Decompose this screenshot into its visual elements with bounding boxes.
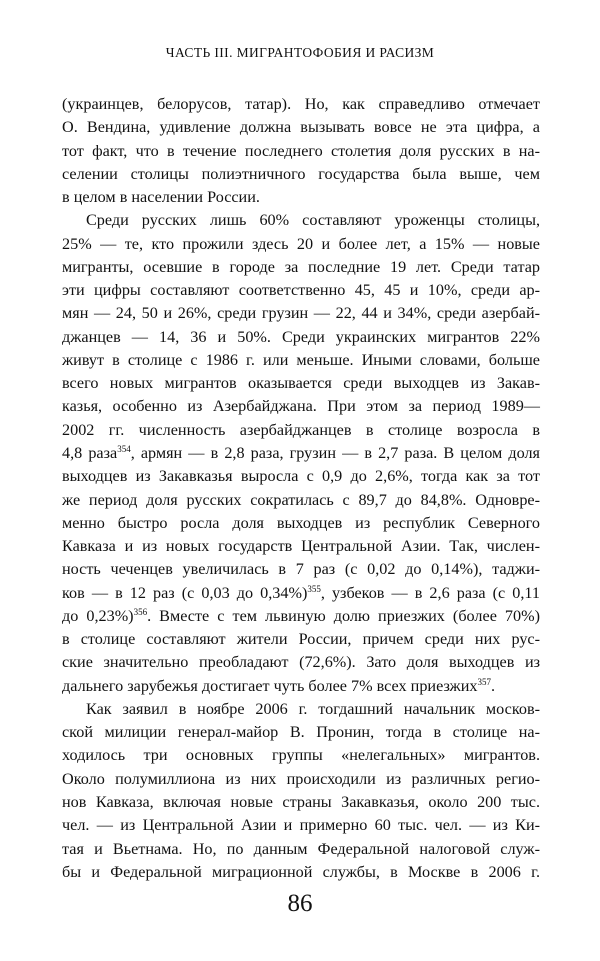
line-text: ков — в 12 раз (с 0,03 до 0,34%) <box>62 583 308 602</box>
text-line <box>62 419 540 442</box>
text-line <box>62 279 540 302</box>
text-line <box>62 861 540 884</box>
text-line <box>62 465 540 488</box>
line-text: ходилось три основных группы «нелегальных» мигрантов. <box>62 746 540 765</box>
footnote-ref[interactable]: 357 <box>477 676 491 687</box>
text-line <box>62 721 540 744</box>
text-line <box>62 326 540 349</box>
text-line <box>62 442 540 465</box>
footnote-ref[interactable]: 356 <box>133 606 148 617</box>
text-line <box>62 791 540 814</box>
line-text: тая и Вьетнама. Но, по данным Федеральной налоговой служ- <box>62 839 540 858</box>
text-line <box>62 372 540 395</box>
line-text: селении столицы полиэтничного государства была выше, чем <box>62 164 540 183</box>
text-line <box>62 489 540 512</box>
line-text: в столице составляют жители России, причем среди них рус- <box>62 630 540 649</box>
line-text: Как заявил в ноябре 2006 г. тогдашний начальник москов- <box>86 699 540 718</box>
line-text: бы и Федеральной миграционной службы, в Москве в 2006 г. <box>62 862 540 881</box>
line-text: 2002 гг. численность азербайджанцев в столице возросла в <box>62 420 540 439</box>
text-line <box>62 814 540 837</box>
footnote-ref[interactable]: 355 <box>307 583 321 594</box>
line-text: Около полумиллиона из них происходили из различных регио- <box>62 769 540 788</box>
text-line <box>62 512 540 535</box>
body-text <box>62 93 540 884</box>
line-text: всего новых мигрантов оказывается среди выходцев из Закав- <box>62 374 540 393</box>
line-text-tail: . Вместе с тем львиную долю приезжих (более 70%) <box>147 606 540 625</box>
line-text: дальнего зарубежья достигает чуть более 7% всех приезжих <box>62 676 478 695</box>
text-line <box>62 93 540 116</box>
running-head-title: ЧАСТЬ III. МИГРАНТОФОБИЯ И РАСИЗМ <box>165 45 435 60</box>
line-text: ность чеченцев увеличилась в 7 раз (с 0,02 до 0,14%), таджи- <box>62 560 540 579</box>
line-text: живут в столице с 1986 г. или меньше. Иными словами, больше <box>62 350 540 369</box>
line-text: же период доля русских сократилась с 89,7 до 84,8%. Одновре- <box>62 490 540 509</box>
line-text: тот факт, что в течение последнего столетия доля русских в на- <box>62 141 540 160</box>
text-line <box>62 349 540 372</box>
line-text-tail: , армян — в 2,8 раза, грузин — в 2,7 раза. В целом доля <box>130 443 540 462</box>
text-line <box>62 256 540 279</box>
text-line <box>62 605 540 628</box>
line-text: джанцев — 14, 36 и 50%. Среди украинских мигрантов 22% <box>62 327 540 346</box>
line-text: (украинцев, белорусов, татар). Но, как справедливо отмечает <box>62 95 540 113</box>
text-line <box>62 838 540 861</box>
line-text-tail: . <box>491 676 496 695</box>
page-number: 86 <box>287 890 313 917</box>
footnote-ref[interactable]: 354 <box>117 443 131 454</box>
text-line <box>62 116 540 139</box>
line-text-tail: , узбеков — в 2,6 раза (с 0,11 <box>320 583 540 602</box>
text-line <box>62 744 540 767</box>
text-line <box>62 209 540 232</box>
text-line <box>62 651 540 674</box>
line-text: в целом в населении России. <box>62 188 260 207</box>
line-text: ские значительно преобладают (72,6%). Зато доля выходцев из <box>62 653 540 672</box>
line-text: до 0,23%) <box>62 606 134 625</box>
text-line <box>62 535 540 558</box>
text-line <box>62 233 540 256</box>
line-text: Кавказа и из новых государств Центральной Азии. Так, числен- <box>62 537 540 556</box>
text-line <box>62 395 540 418</box>
text-line <box>62 140 540 163</box>
text-line <box>62 768 540 791</box>
line-text: О. Вендина, удивление должна вызывать вовсе не эта цифра, а <box>62 118 540 137</box>
text-line <box>62 582 540 605</box>
text-line <box>62 698 540 721</box>
text-line <box>62 558 540 581</box>
text-line <box>62 186 540 209</box>
line-text: 4,8 раза <box>62 443 118 462</box>
text-line <box>62 302 540 325</box>
line-text: 25% — те, кто прожили здесь 20 и более лет, а 15% — новые <box>62 234 540 253</box>
line-text: ской милиции генерал-майор В. Пронин, тогда в столице на- <box>62 723 540 742</box>
text-line <box>62 628 540 651</box>
line-text: Среди русских лишь 60% составляют уроженцы столицы, <box>86 211 540 230</box>
line-text: казья, особенно из Азербайджана. При этом за период 1989— <box>62 397 540 416</box>
line-text: менно быстро росла доля выходцев из республик Северного <box>62 513 540 532</box>
line-text: нов Кавказа, включая новые страны Закавказья, около 200 тыс. <box>62 792 540 811</box>
line-text: эти цифры составляют соответственно 45, 45 и 10%, среди ар- <box>62 281 540 300</box>
line-text: выходцев из Закавказья выросла с 0,9 до 2,6%, тогда как за тот <box>62 467 540 486</box>
line-text: мигранты, осевшие в городе за последние 19 лет. Среди татар <box>62 257 540 276</box>
text-line <box>62 163 540 186</box>
text-line <box>62 675 540 698</box>
line-text: мян — 24, 50 и 26%, среди грузин — 22, 44 и 34%, среди азербай- <box>62 304 540 323</box>
line-text: чел. — из Центральной Азии и примерно 60 тыс. чел. — из Ки- <box>62 816 540 835</box>
